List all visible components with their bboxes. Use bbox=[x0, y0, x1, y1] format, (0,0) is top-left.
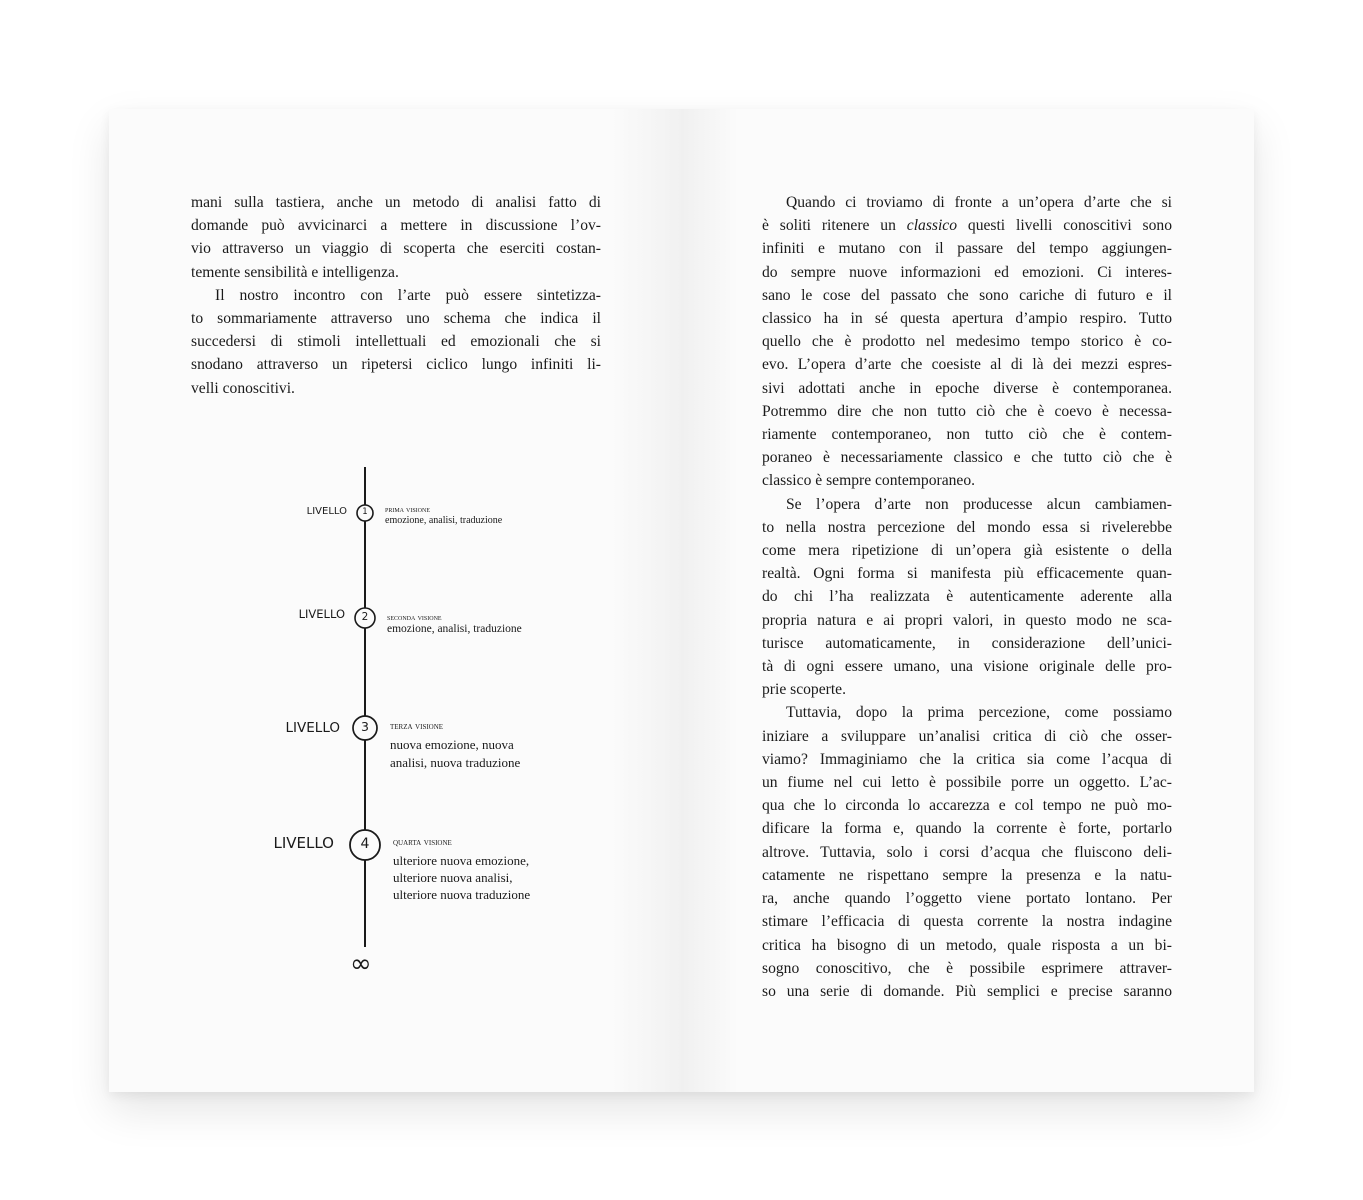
book-spread bbox=[109, 109, 1254, 1092]
text-line: stimare l’efficacia di questa corrente la nostra indagine bbox=[762, 913, 1172, 931]
text-line: quello che è prodotto nel medesimo tempo storico è co- bbox=[762, 333, 1172, 351]
text-line: succedersi di stimoli intellettuali ed emozionali che si bbox=[191, 333, 601, 351]
text-line: sogno conoscitivo, che è possibile esprimere attraver- bbox=[762, 959, 1172, 977]
text-line: to nella nostra percezione del mondo essa si rivelerebbe bbox=[762, 518, 1172, 536]
text-line: mani sulla tastiera, anche un metodo di analisi fatto di bbox=[191, 194, 601, 211]
levels-diagram bbox=[259, 465, 559, 985]
text-line: turisce automaticamente, in considerazione dell’unici- bbox=[762, 634, 1172, 652]
level-3-description-line-2: analisi, nuova traduzione bbox=[390, 755, 521, 770]
level-1-vision: prima visione bbox=[385, 505, 431, 514]
left-page-text bbox=[191, 191, 601, 400]
text-line: poraneo è necessariamente classico e che tutto ciò che è bbox=[762, 449, 1172, 467]
level-3-number: 3 bbox=[361, 719, 369, 734]
level-1-label: LIVELLO bbox=[306, 506, 347, 517]
level-4-description-line-2: ulteriore nuova analisi, bbox=[393, 870, 513, 885]
level-3-vision: terza visione bbox=[390, 721, 444, 732]
text-line: do sempre nuove informazioni ed emozioni. Ci interes- bbox=[762, 263, 1172, 281]
right-paragraph-2 bbox=[762, 493, 1172, 702]
text-line: vio attraverso un viaggio di scoperta che eserciti costan- bbox=[191, 240, 601, 258]
text-line: velli conoscitivi. bbox=[191, 379, 295, 397]
level-4-number: 4 bbox=[360, 836, 370, 852]
level-3-label: LIVELLO bbox=[285, 720, 340, 736]
text-line-with-italic bbox=[762, 214, 1172, 237]
text-line: sano le cose del passato che sono cariche di futuro e il bbox=[762, 286, 1172, 304]
text-line: classico è sempre contemporaneo. bbox=[762, 472, 976, 490]
text-line: Il nostro incontro con l’arte può essere sintetizza- bbox=[215, 286, 601, 304]
text-line: domande può avvicinarci a mettere in discussione l’ov- bbox=[191, 217, 601, 235]
text-line: ra, anche quando l’oggetto viene portato lontano. Per bbox=[762, 890, 1172, 908]
text-line: evo. L’opera d’arte che coesiste al di là dei mezzi espres- bbox=[762, 356, 1172, 374]
level-4-vision: quarta visione bbox=[393, 837, 452, 848]
right-paragraph-1 bbox=[762, 191, 1172, 493]
text-line: do chi l’ha realizzata è autenticamente aderente alla bbox=[762, 588, 1172, 606]
text-line: prie scoperte. bbox=[762, 681, 846, 699]
text-line: iniziare a sviluppare un’analisi critica di ciò che osser- bbox=[762, 727, 1172, 745]
text-line: come mera ripetizione di un’opera già esistente o della bbox=[762, 542, 1172, 560]
text-line: viamo? Immaginiamo che la critica sia come l’acqua di bbox=[762, 750, 1172, 768]
text-line: Se l’opera d’arte non producesse alcun cambiamen- bbox=[786, 495, 1172, 513]
text-segment: questi livelli conoscitivi sono bbox=[957, 217, 1172, 235]
right-page bbox=[681, 109, 1254, 1092]
text-line: altrove. Tuttavia, solo i corsi d’acqua che fluiscono deli- bbox=[762, 843, 1172, 861]
text-line: propria natura e ai propri valori, in questo modo ne sca- bbox=[762, 611, 1172, 629]
text-line: temente sensibilità e intelligenza. bbox=[191, 263, 399, 281]
right-paragraph-3 bbox=[762, 701, 1172, 1003]
text-line: classico ha in sé questa apertura d’ampio respiro. Tutto bbox=[762, 310, 1172, 328]
text-line: dificare la forma e, quando la corrente è forte, portarlo bbox=[762, 820, 1172, 838]
text-line: so una serie di domande. Più semplici e precise saranno bbox=[762, 982, 1172, 1000]
level-3-description-line-1: nuova emozione, nuova bbox=[390, 737, 514, 752]
level-2-label: LIVELLO bbox=[298, 607, 345, 621]
level-4-label: LIVELLO bbox=[273, 834, 334, 852]
left-paragraph-1 bbox=[191, 191, 601, 284]
left-paragraph-2 bbox=[191, 284, 601, 400]
text-line: critica ha bisogno di un metodo, quale risposta a un bi- bbox=[762, 936, 1172, 954]
text-line: qua che lo circonda lo accarezza e col tempo ne può mo- bbox=[762, 797, 1172, 815]
level-2-vision: seconda visione bbox=[387, 612, 442, 622]
text-line: catamente ne rispettano sempre la presenza e la natu- bbox=[762, 866, 1172, 884]
text-line: sivi adottati anche in epoche diverse è contemporanea. bbox=[762, 379, 1172, 397]
level-4-description-line-3: ulteriore nuova traduzione bbox=[393, 887, 531, 902]
infinity-symbol: ∞ bbox=[350, 949, 372, 979]
text-line: snodano attraverso un ripetersi ciclico lungo infiniti li- bbox=[191, 356, 601, 374]
text-line: Potremmo dire che non tutto ciò che è coevo è necessa- bbox=[762, 402, 1172, 420]
italic-word: classico bbox=[906, 217, 958, 235]
level-2-description: emozione, analisi, traduzione bbox=[387, 623, 522, 635]
text-line: realtà. Ogni forma si manifesta più efficacemente quan- bbox=[762, 565, 1172, 583]
text-line: Quando ci troviamo di fronte a un’opera d’arte che si bbox=[786, 194, 1172, 211]
text-line: Tuttavia, dopo la prima percezione, come possiamo bbox=[786, 704, 1172, 722]
level-1-description: emozione, analisi, traduzione bbox=[385, 515, 503, 526]
text-line: un fiume nel cui letto è possibile porre un oggetto. L’ac- bbox=[762, 774, 1172, 792]
text-line: infiniti e mutano con il passare del tempo aggiungen- bbox=[762, 240, 1172, 258]
right-page-text bbox=[762, 191, 1172, 1003]
level-2-number: 2 bbox=[361, 611, 369, 623]
level-1-number: 1 bbox=[362, 507, 368, 517]
text-line: to sommariamente attraverso uno schema che indica il bbox=[191, 310, 601, 328]
left-page bbox=[109, 109, 681, 1092]
text-line: riamente contemporaneo, non tutto ciò che è contem- bbox=[762, 426, 1172, 444]
text-segment: è soliti ritenere un bbox=[762, 217, 907, 235]
level-4-description-line-1: ulteriore nuova emozione, bbox=[393, 853, 530, 868]
text-line: tà di ogni essere umano, una visione originale delle pro- bbox=[762, 658, 1172, 676]
